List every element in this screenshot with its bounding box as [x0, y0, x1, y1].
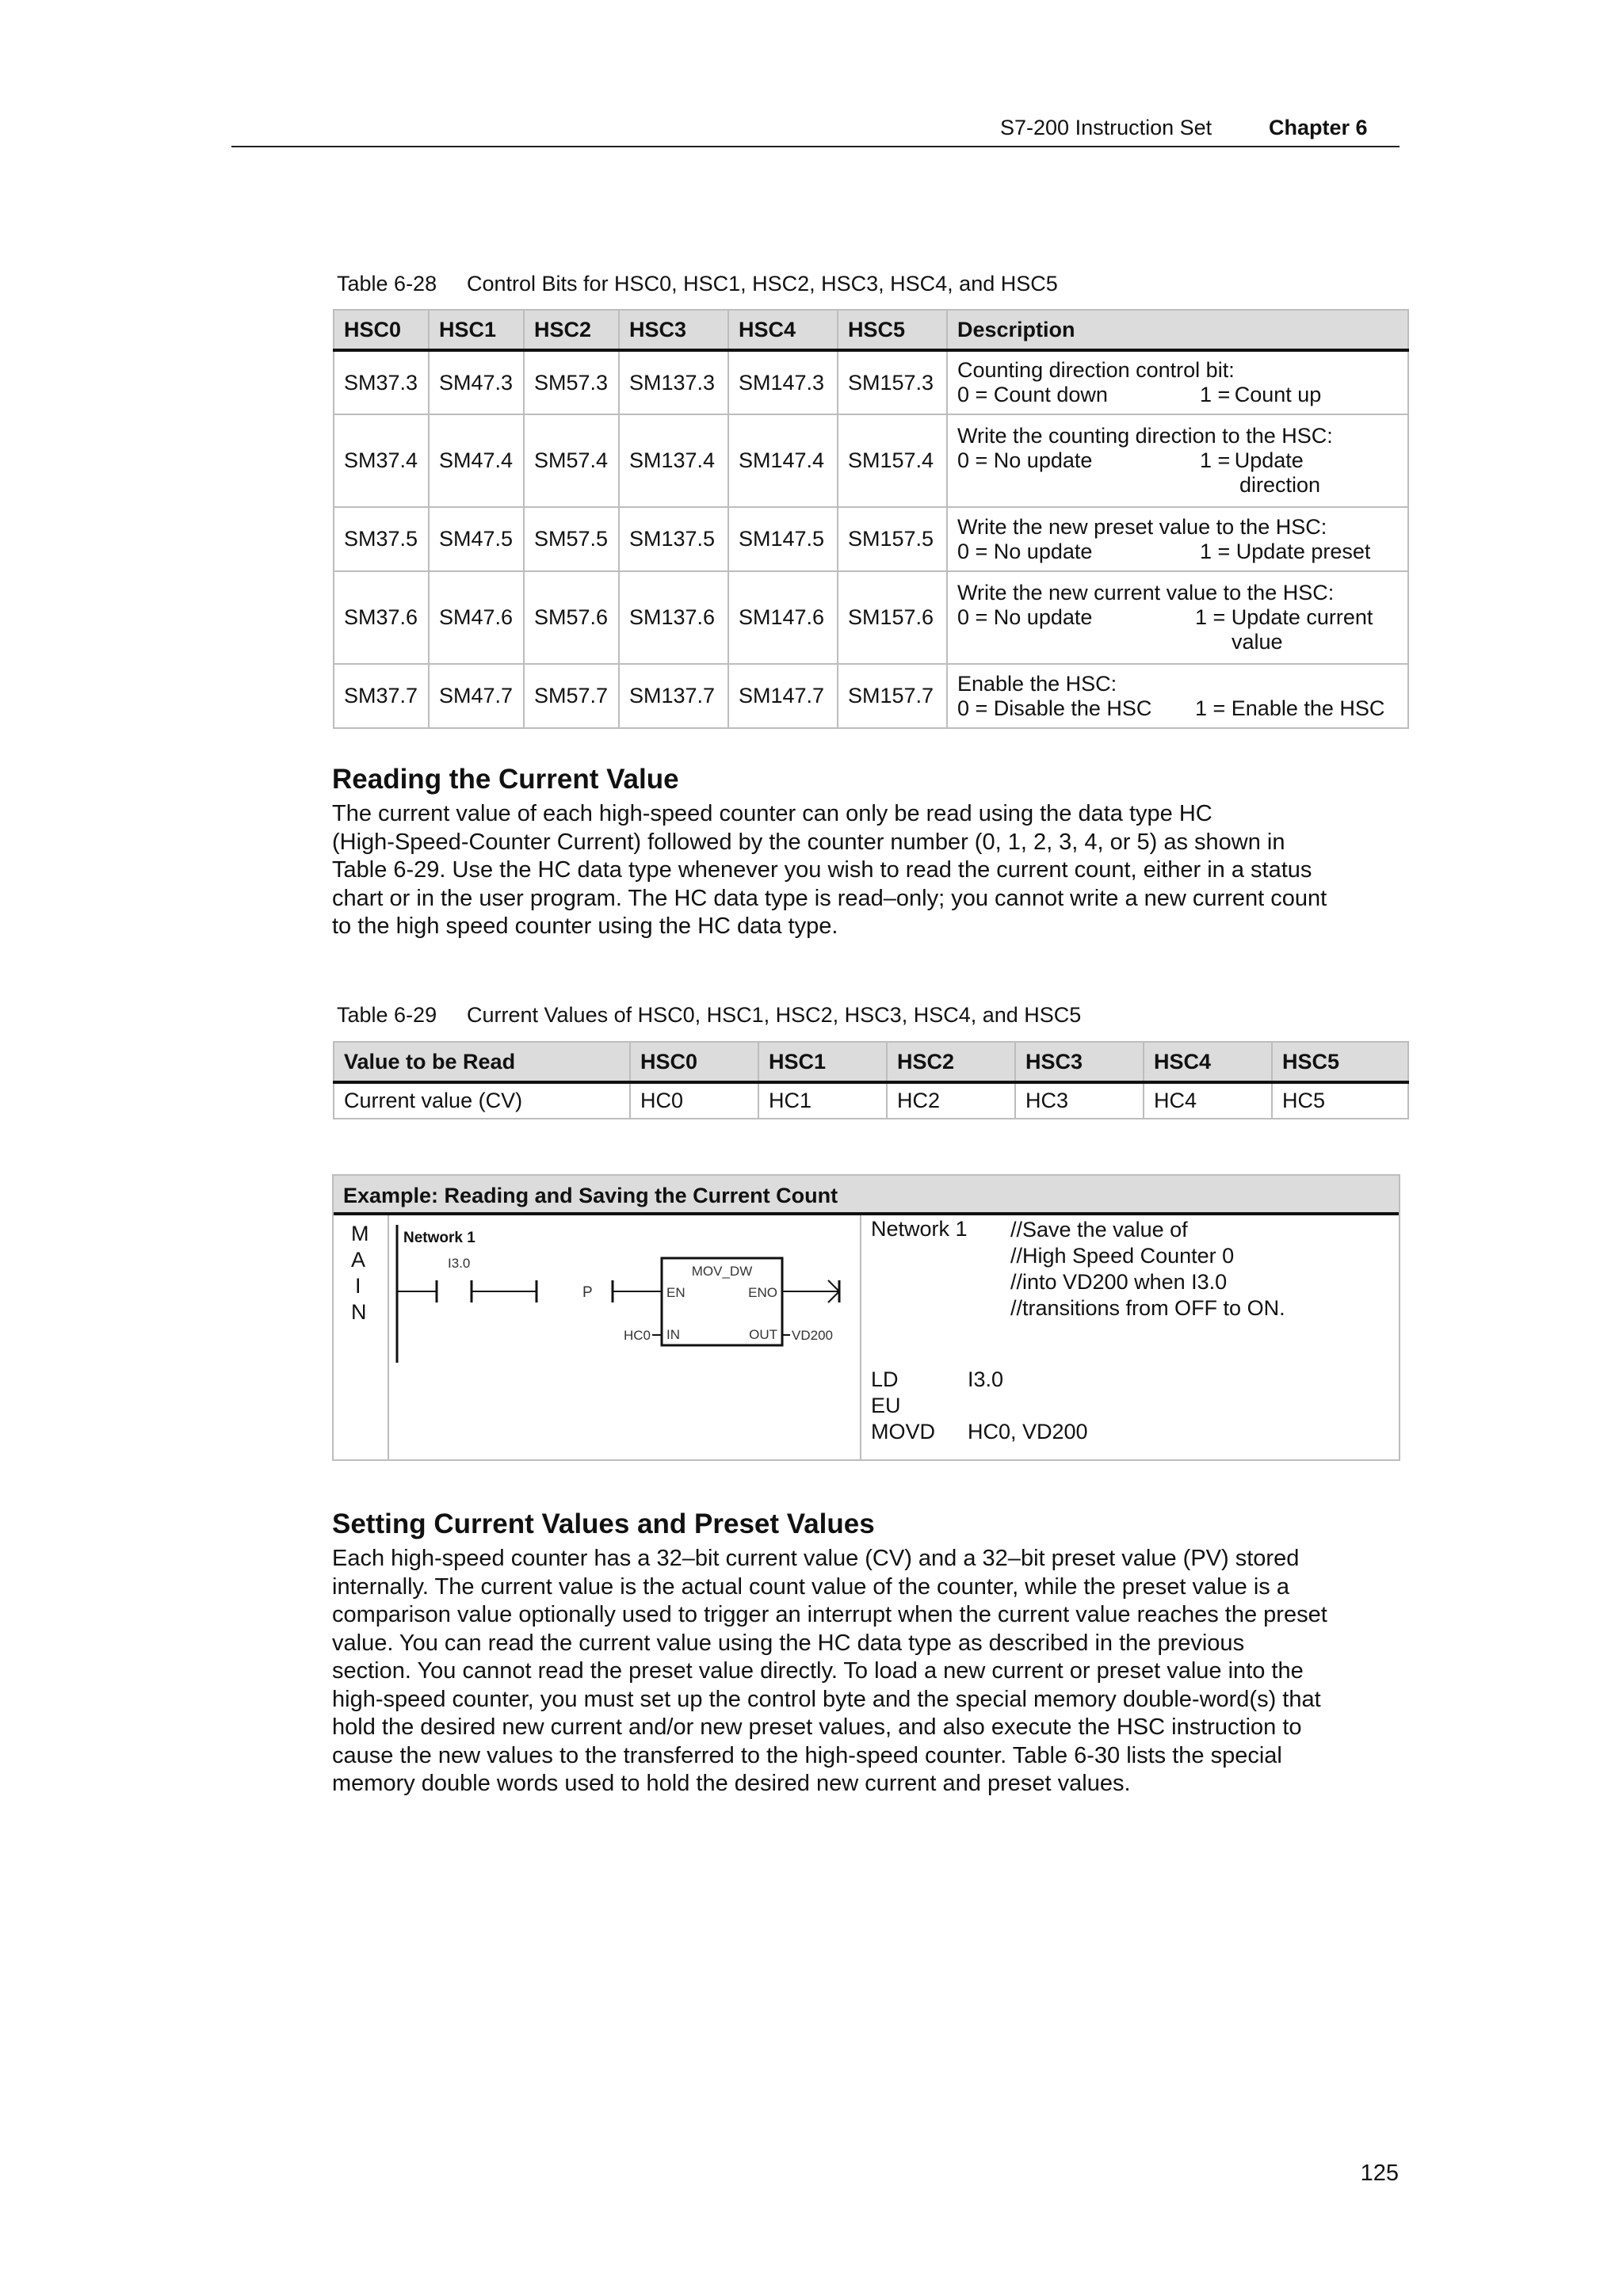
- description-option-1-cont: direction: [1239, 473, 1321, 497]
- table-cell: HC1: [758, 1082, 887, 1119]
- description-option-1: 1 = Count up: [1200, 383, 1322, 406]
- stl-comment-line: //High Speed Counter 0: [1010, 1244, 1235, 1268]
- example-divider-left: [388, 1215, 389, 1461]
- ladder-diagram: [394, 1220, 855, 1410]
- table1-col-hsc0: HSC0: [334, 310, 429, 350]
- stl-comment-line: //transitions from OFF to ON.: [1010, 1296, 1285, 1320]
- table-cell: HC0: [630, 1082, 758, 1119]
- description-cell: [947, 507, 1408, 571]
- table-cell: SM37.6: [334, 571, 429, 664]
- table-cell: Current value (CV): [334, 1082, 630, 1119]
- table-cell: SM147.7: [728, 664, 838, 728]
- stl-comment-line: //Save the value of: [1010, 1218, 1188, 1241]
- paragraph-line: comparison value optionally used to trigger an interrupt when the current value reaches the preset: [332, 1602, 1327, 1627]
- table-cell: SM157.3: [838, 350, 947, 414]
- table2-col-hsc2: HSC2: [887, 1042, 1015, 1082]
- table-cell: HC2: [887, 1082, 1015, 1119]
- paragraph-line: to the high speed counter using the HC data type.: [332, 913, 838, 939]
- paragraph-line: section. You cannot read the preset value directly. To load a new current or preset value into the: [332, 1658, 1304, 1684]
- section-heading-setting: Setting Current Values and Preset Values: [332, 1508, 875, 1539]
- table-cell: HC4: [1144, 1082, 1272, 1119]
- description-option-0: 0 = Count down: [957, 383, 1108, 406]
- contact-label: I3.0: [448, 1256, 471, 1271]
- table-cell: SM137.4: [619, 414, 728, 507]
- table-cell: SM57.6: [524, 571, 619, 664]
- description-title: Write the new current value to the HSC:: [957, 581, 1335, 605]
- current-values-table: [333, 1041, 1409, 1119]
- table-cell: SM37.7: [334, 664, 429, 728]
- table-cell: SM47.5: [429, 507, 524, 571]
- section-setting-paragraph: [332, 1545, 1327, 1798]
- table-row: [334, 507, 1408, 571]
- table2-col-hsc1: HSC1: [758, 1042, 887, 1082]
- table1-header-row: [334, 310, 1408, 350]
- table-cell: SM47.6: [429, 571, 524, 664]
- table-cell: SM137.5: [619, 507, 728, 571]
- table1-col-hsc4: HSC4: [728, 310, 838, 350]
- paragraph-line: memory double words used to hold the desired new current and preset values.: [332, 1771, 1131, 1796]
- table-row: [334, 664, 1408, 728]
- page-number: 125: [1360, 2161, 1399, 2186]
- table-row: [334, 1082, 1408, 1119]
- table2-col-hsc4: HSC4: [1144, 1042, 1272, 1082]
- section-reading-paragraph: [332, 800, 1327, 941]
- paragraph-line: chart or in the user program. The HC data type is read–only; you cannot write a new current count: [332, 885, 1327, 911]
- table-cell: SM157.6: [838, 571, 947, 664]
- table-cell: SM57.5: [524, 507, 619, 571]
- table-cell: SM47.4: [429, 414, 524, 507]
- table1-col-hsc3: HSC3: [619, 310, 728, 350]
- table2-col-hsc5: HSC5: [1272, 1042, 1408, 1082]
- example-title: Example: Reading and Saving the Current Count: [334, 1176, 1399, 1215]
- table1-title: Control Bits for HSC0, HSC1, HSC2, HSC3, HSC4, and HSC5: [467, 272, 1058, 296]
- table-cell: SM147.5: [728, 507, 838, 571]
- paragraph-line: hold the desired new current and/or new preset values, and also execute the HSC instruction to: [332, 1714, 1302, 1740]
- table2-col-value: Value to be Read: [334, 1042, 630, 1082]
- table2-number: Table 6-29: [337, 1003, 437, 1027]
- description-cell: [947, 571, 1408, 664]
- main-letter: I: [355, 1274, 361, 1298]
- paragraph-line: The current value of each high-speed counter can only be read using the data type HC: [332, 801, 1212, 826]
- eno-label: ENO: [748, 1285, 777, 1300]
- table1-col-hsc5: HSC5: [838, 310, 947, 350]
- in-pin-label: IN: [666, 1327, 680, 1342]
- running-header-chapter: Chapter 6: [1269, 116, 1368, 139]
- table-cell: SM137.7: [619, 664, 728, 728]
- stl-network-label: Network 1: [871, 1217, 968, 1241]
- table-row: [334, 350, 1408, 414]
- example-box: [332, 1174, 1400, 1461]
- table-cell: SM57.7: [524, 664, 619, 728]
- table-cell: SM57.4: [524, 414, 619, 507]
- table-cell: SM37.4: [334, 414, 429, 507]
- description-cell: [947, 664, 1408, 728]
- table-cell: SM37.3: [334, 350, 429, 414]
- mov-dw-label: MOV_DW: [691, 1264, 753, 1279]
- table2-title: Current Values of HSC0, HSC1, HSC2, HSC3, HSC4, and HSC5: [467, 1003, 1082, 1027]
- table-row: [334, 414, 1408, 507]
- description-title: Enable the HSC:: [957, 671, 1117, 696]
- description-option-1-cont: value: [1232, 630, 1283, 654]
- table-cell: SM37.5: [334, 507, 429, 571]
- table-cell: SM147.3: [728, 350, 838, 414]
- table-cell: SM157.4: [838, 414, 947, 507]
- main-letter: N: [351, 1300, 367, 1324]
- table-cell: HC3: [1015, 1082, 1144, 1119]
- table1-col-hsc2: HSC2: [524, 310, 619, 350]
- table-cell: SM137.3: [619, 350, 728, 414]
- paragraph-line: high-speed counter, you must set up the control byte and the special memory double-word(s) that: [332, 1686, 1321, 1712]
- p-contact-label: P: [582, 1284, 593, 1301]
- out-value: VD200: [792, 1328, 833, 1343]
- table-cell: HC5: [1272, 1082, 1408, 1119]
- description-option-0: 0 = No update: [957, 448, 1093, 472]
- table2-col-hsc0: HSC0: [630, 1042, 758, 1082]
- table1-col-description: Description: [947, 310, 1408, 350]
- paragraph-line: internally. The current value is the actual count value of the counter, while the preset value is a: [332, 1573, 1289, 1600]
- description-cell: [947, 350, 1408, 414]
- running-header-title: S7-200 Instruction Set: [1000, 116, 1212, 139]
- en-label: EN: [666, 1285, 685, 1300]
- table-cell: SM147.6: [728, 571, 838, 664]
- description-cell: [947, 414, 1408, 507]
- paragraph-line: Each high-speed counter has a 32–bit current value (CV) and a 32–bit preset value (PV) stored: [332, 1546, 1300, 1571]
- table-cell: SM47.3: [429, 350, 524, 414]
- control-bits-table: [333, 309, 1409, 729]
- section-heading-reading: Reading the Current Value: [332, 764, 679, 795]
- main-letter: M: [351, 1222, 369, 1245]
- paragraph-line: (High-Speed-Counter Current) followed by the counter number (0, 1, 2, 3, 4, or 5) as shown in: [332, 829, 1285, 855]
- table1-number: Table 6-28: [337, 272, 437, 296]
- description-option-0: 0 = Disable the HSC: [957, 696, 1152, 720]
- stl-op: LD: [871, 1367, 899, 1391]
- description-option-1: 1 = Update current: [1195, 605, 1373, 629]
- description-title: Counting direction control bit:: [957, 358, 1235, 382]
- stl-op: MOVD: [871, 1420, 935, 1444]
- ladder-network-label: Network 1: [403, 1230, 475, 1246]
- table-cell: SM157.7: [838, 664, 947, 728]
- table-cell: SM137.6: [619, 571, 728, 664]
- stl-op: EU: [871, 1394, 901, 1417]
- table2-header-row: [334, 1042, 1408, 1082]
- table2-col-hsc3: HSC3: [1015, 1042, 1144, 1082]
- main-letter: A: [351, 1248, 366, 1272]
- out-pin-label: OUT: [749, 1327, 777, 1342]
- stl-comment-line: //into VD200 when I3.0: [1010, 1270, 1228, 1294]
- header-rule: [231, 146, 1400, 147]
- description-option-1: 1 = Update preset: [1200, 539, 1371, 563]
- table-cell: SM47.7: [429, 664, 524, 728]
- example-divider-middle: [860, 1215, 861, 1461]
- description-option-1: 1 = Enable the HSC: [1195, 696, 1385, 720]
- stl-comments: [1010, 1217, 1285, 1322]
- table-cell: SM157.5: [838, 507, 947, 571]
- in-value: HC0: [623, 1328, 651, 1343]
- paragraph-line: cause the new values to the transferred to the high-speed counter. Table 6-30 lists the special: [332, 1742, 1282, 1768]
- description-option-0: 0 = No update: [957, 605, 1093, 629]
- table-cell: SM57.3: [524, 350, 619, 414]
- table-cell: SM147.4: [728, 414, 838, 507]
- stl-arg: HC0, VD200: [968, 1420, 1088, 1444]
- description-option-0: 0 = No update: [957, 539, 1093, 563]
- description-option-1: 1 = Update: [1200, 448, 1304, 472]
- description-title: Write the counting direction to the HSC:: [957, 424, 1333, 448]
- stl-arg: I3.0: [968, 1367, 1004, 1391]
- table1-col-hsc1: HSC1: [429, 310, 524, 350]
- paragraph-line: value. You can read the current value using the HC data type as described in the previous: [332, 1630, 1245, 1656]
- description-title: Write the new preset value to the HSC:: [957, 514, 1327, 539]
- table-row: [334, 571, 1408, 664]
- paragraph-line: Table 6-29. Use the HC data type whenever you wish to read the current count, either in a status: [332, 857, 1312, 883]
